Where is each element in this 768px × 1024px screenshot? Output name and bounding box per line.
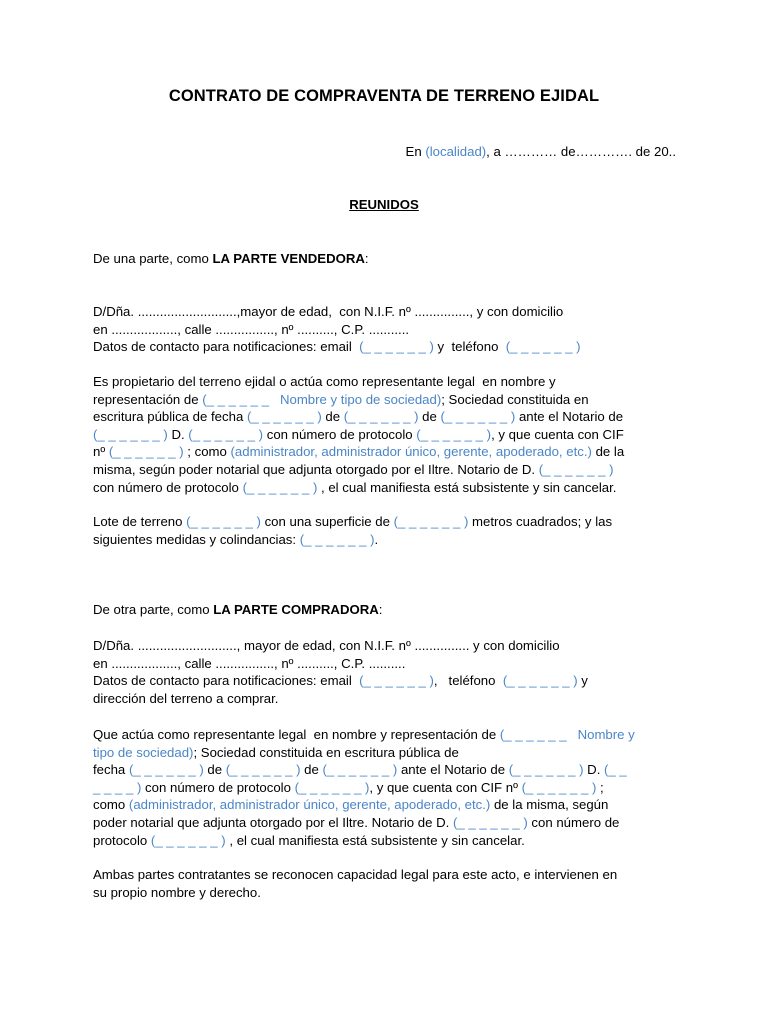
seller-intro-colon: :: [364, 251, 369, 266]
text-run: de la: [591, 444, 625, 460]
seller-company-placeholder: (_ _ _ _ _ _ Nombre y tipo de sociedad): [202, 391, 442, 407]
buyer-contact-label: Datos de contacto para notificaciones: email: [93, 673, 360, 689]
seller-id-line-2: en .................., calle ................, nº .........., C.P. ...........: [93, 321, 410, 337]
notary-name-placeholder: (_ _: [604, 762, 627, 778]
text-run: de: [321, 409, 344, 425]
date-day-placeholder: (_ _ _ _ _ _ ): [128, 762, 204, 778]
seller-phone-label: y teléfono: [433, 339, 506, 355]
closing-line-2: su propio nombre y derecho.: [93, 884, 261, 900]
seller-own-line-4: [93, 426, 673, 444]
buyer-phone-placeholder: (_ _ _ _ _ _ ): [502, 673, 578, 689]
text-run: de: [203, 762, 226, 778]
buyer-rep-line-7: [93, 832, 673, 850]
date-place-placeholder: (localidad): [425, 144, 487, 159]
date-year-placeholder: (_ _ _ _ _ _ ): [440, 409, 516, 425]
protocol-placeholder: (_ _ _ _ _ _ ): [416, 426, 492, 442]
text-run: con número de: [527, 814, 620, 830]
text-run: fecha: [93, 762, 129, 778]
seller-intro-line: [93, 250, 673, 268]
buyer-rep-line-3: [93, 761, 673, 779]
text-run: ; Sociedad constituida en: [441, 391, 589, 407]
lot-area-placeholder: (_ _ _ _ _ _ ): [393, 514, 469, 529]
text-run: de la misma, según: [490, 797, 609, 813]
date-rest: , a ………… de…………. de 20..: [486, 144, 676, 159]
text-run: metros cuadrados; y las: [468, 514, 613, 529]
power-protocol-placeholder: (_ _ _ _ _ _ ): [150, 832, 226, 848]
text-run: siguientes medidas y colindancias:: [93, 531, 300, 547]
text-run: Que actúa como representante legal en nombre y representación de: [93, 727, 500, 742]
text-run: ; como: [183, 444, 231, 460]
lot-boundaries-placeholder: (_ _ _ _ _ _ ): [299, 531, 375, 547]
seller-id-line-1: D/Dña. ...........................,mayor de edad, con N.I.F. nº ..............., y con domicilio: [93, 304, 564, 319]
seller-email-placeholder: (_ _ _ _ _ _ ): [359, 339, 434, 355]
notary-place-placeholder: (_ _ _ _ _ _ ): [508, 762, 584, 778]
text-run: ; Sociedad constituida en escritura pública de: [193, 744, 459, 760]
text-run: escritura pública de fecha: [93, 409, 247, 425]
text-run: Lote de terreno: [93, 514, 187, 529]
seller-role-label: LA PARTE VENDEDORA: [212, 251, 365, 266]
text-run: con número de protocolo: [93, 479, 243, 495]
text-run: ante el Notario de: [397, 762, 509, 778]
buyer-intro: [93, 601, 673, 619]
seller-ownership: [93, 373, 673, 496]
seller-own-line-5: [93, 443, 673, 461]
seller-own-line-1: Es propietario del terreno ejidal o actúa como representante legal en nombre y: [93, 374, 556, 389]
buyer-representation: [93, 726, 673, 849]
text-run: .: [374, 531, 379, 547]
cif-placeholder: (_ _ _ _ _ _ ): [108, 444, 184, 460]
role-placeholder: (administrador, administrador único, gerente, apoderado, etc.): [128, 797, 491, 813]
buyer-phone-label: , teléfono: [433, 673, 503, 689]
seller-intro: [93, 250, 673, 268]
buyer-rep-line-1: [93, 726, 673, 744]
power-notary-placeholder: (_ _ _ _ _ _ ): [452, 814, 528, 830]
lot-line-2: [93, 531, 673, 549]
power-protocol-placeholder: (_ _ _ _ _ _ ): [242, 479, 318, 495]
lot-id-placeholder: (_ _ _ _ _ _ ): [186, 514, 261, 529]
buyer-intro-colon: :: [378, 602, 383, 617]
text-run: ante el Notario de: [515, 409, 624, 425]
date-prefix: En: [405, 144, 426, 159]
buyer-company-placeholder-cont: tipo de sociedad): [93, 744, 194, 760]
seller-own-line-3: [93, 408, 673, 426]
text-run: como: [93, 797, 129, 813]
text-run: , el cual manifiesta está subsistente y sin cancelar.: [317, 479, 617, 495]
document-title: CONTRATO DE COMPRAVENTA DE TERRENO EJIDAL: [168, 87, 600, 105]
seller-own-line-7: [93, 479, 673, 497]
buyer-id-line-1: D/Dña. ..........................., mayor de edad, con N.I.F. nº ............... y con domicilio: [93, 638, 560, 653]
seller-intro-text: De una parte, como: [93, 251, 213, 266]
notary-name-placeholder: (_ _ _ _ _ _ ): [188, 426, 264, 442]
protocol-placeholder: (_ _ _ _ _ _ ): [294, 779, 370, 795]
lot-description: [93, 513, 673, 548]
cif-placeholder: (_ _ _ _ _ _ ): [521, 779, 597, 795]
seller-own-line-6: [93, 461, 673, 479]
text-run: misma, según poder notarial que adjunta otorgado por el Iltre. Notario de D.: [93, 461, 539, 477]
buyer-rep-line-5: [93, 796, 673, 814]
buyer-identity: [93, 637, 673, 707]
text-run: de: [300, 762, 323, 778]
buyer-rep-line-4: [93, 779, 673, 797]
text-run: poder notarial que adjunta otorgado por el Iltre. Notario de D.: [93, 814, 453, 830]
text-run: representación de: [93, 391, 203, 407]
seller-phone-placeholder: (_ _ _ _ _ _ ): [505, 339, 581, 355]
text-run: con número de protocolo: [141, 779, 295, 795]
text-run: D.: [583, 762, 605, 778]
buyer-intro-text: De otra parte, como: [93, 602, 214, 617]
date-line: [406, 144, 676, 159]
notary-place-placeholder: (_ _ _ _ _ _ ): [93, 426, 168, 442]
text-run: protocolo: [93, 832, 151, 848]
text-run: y: [577, 673, 588, 689]
seller-contact-label: Datos de contacto para notificaciones: email: [93, 339, 360, 355]
text-run: nº: [93, 444, 109, 460]
buyer-role-label: LA PARTE COMPRADORA: [213, 602, 379, 617]
text-run: con una superficie de: [260, 514, 394, 529]
section-heading-reunidos: REUNIDOS: [349, 197, 419, 212]
buyer-id-line-2: en .................., calle ................, nº .........., C.P. ..........: [93, 655, 406, 671]
seller-own-line-2: [93, 391, 673, 409]
text-run: de: [418, 409, 441, 425]
date-day-placeholder: (_ _ _ _ _ _ ): [246, 409, 322, 425]
lot-line-1: [93, 513, 673, 531]
buyer-rep-line-6: [93, 814, 673, 832]
text-run: , y que cuenta con CIF nº: [369, 779, 522, 795]
text-run: , el cual manifiesta está subsistente y sin cancelar.: [225, 832, 525, 848]
role-placeholder: (administrador, administrador único, gerente, apoderado, etc.): [230, 444, 592, 460]
date-month-placeholder: (_ _ _ _ _ _ ): [343, 409, 419, 425]
buyer-email-placeholder: (_ _ _ _ _ _ ): [359, 673, 434, 689]
text-run: D.: [167, 426, 189, 442]
buyer-company-placeholder: (_ _ _ _ _ _ Nombre y: [499, 727, 635, 742]
seller-identity: [93, 303, 673, 356]
power-notary-placeholder: (_ _ _ _ _ _ ): [538, 461, 614, 477]
date-month-placeholder: (_ _ _ _ _ _ ): [225, 762, 301, 778]
date-year-placeholder: (_ _ _ _ _ _ ): [322, 762, 398, 778]
buyer-contact-line: [93, 672, 673, 690]
buyer-intro-line: [93, 601, 673, 619]
seller-contact-line: [93, 338, 673, 356]
text-run: , y que cuenta con CIF: [491, 426, 624, 442]
text-run: ;: [596, 779, 604, 795]
buyer-contact-line-2: dirección del terreno a comprar.: [93, 690, 279, 706]
closing-paragraph: [93, 866, 673, 901]
closing-line-1: Ambas partes contratantes se reconocen capacidad legal para este acto, e intervienen en: [93, 867, 618, 882]
text-run: con número de protocolo: [263, 426, 417, 442]
buyer-rep-line-2: [93, 744, 673, 762]
notary-name-placeholder-cont: _ _ _ _ ): [93, 779, 142, 795]
